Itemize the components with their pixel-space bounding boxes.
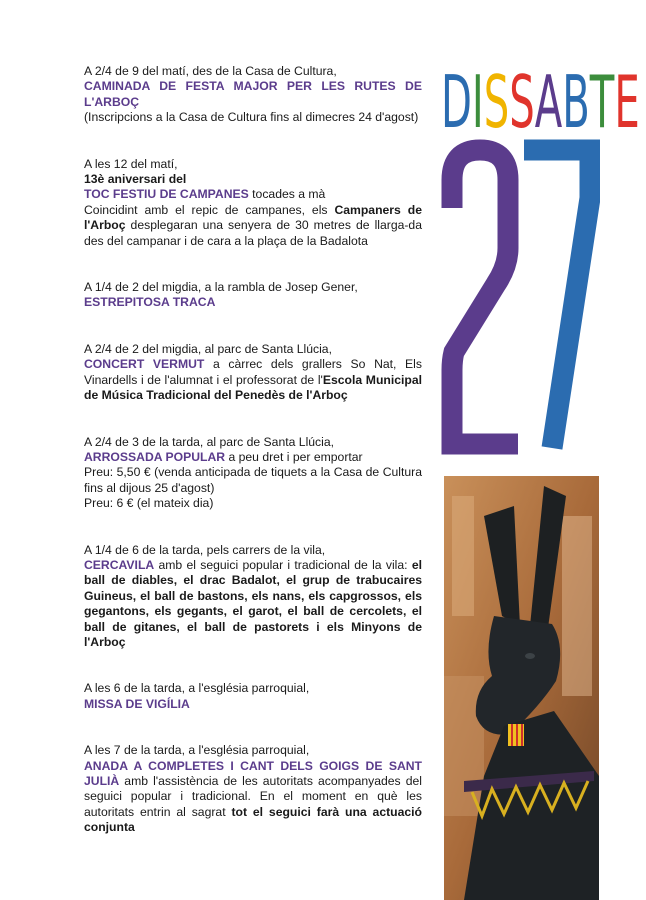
day-number: [440, 138, 600, 458]
donkey-photo: [444, 476, 599, 900]
day-letter: B: [562, 60, 590, 144]
event-description-bold: Escola Municipal de Música Tradicional del Penedès de l'Arboç: [84, 372, 422, 403]
event-pre-title: 13è aniversari del: [84, 172, 187, 187]
event-item: [84, 157, 422, 249]
event-description-bold: tot el seguici farà una actuació conjunta: [84, 804, 422, 835]
event-time: A 1/4 de 2 del migdia, a la rambla de Josep Gener,: [84, 280, 358, 295]
event-time: A les 12 del matí,: [84, 156, 178, 171]
event-title-suffix: tocades a mà: [248, 187, 326, 202]
event-description: a càrrec dels grallers So Nat, Els Vinardells i de l'alumnat i el professorat de l': [84, 357, 422, 387]
digit-seven: [524, 150, 590, 448]
event-title: ESTREPITOSA TRACA: [84, 295, 216, 310]
event-title: TOC FESTIU DE CAMPANES: [84, 187, 249, 202]
event-description: desplegaran una senyera de 30 metres de llarga-da des del campanar i de cara a la plaça de la Badalota: [84, 218, 422, 248]
event-price: Preu: 6 € (el mateix dia): [84, 496, 214, 511]
event-item: [84, 280, 422, 311]
event-description: Coincidint amb el repic de campanes, els: [84, 202, 335, 217]
day-letter: S: [483, 60, 510, 144]
digit-two: [452, 150, 518, 444]
day-letter: T: [589, 60, 615, 144]
event-item: [84, 435, 422, 512]
event-item: [84, 342, 422, 404]
event-item: [84, 543, 422, 651]
event-time: A les 6 de la tarda, a l'església parroquial,: [84, 681, 310, 696]
event-time: A 2/4 de 2 del migdia, al parc de Santa Llúcia,: [84, 341, 332, 356]
event-title-suffix: a peu dret i per emportar: [225, 449, 363, 464]
day-title: [441, 60, 640, 144]
event-time: A 1/4 de 6 de la tarda, pels carrers de la vila,: [84, 542, 326, 557]
event-title: CONCERT VERMUT: [84, 357, 205, 372]
event-item: [84, 743, 422, 835]
program-list: [84, 64, 422, 867]
day-letter: I: [471, 60, 484, 144]
event-title: CAMINADA DE FESTA MAJOR PER LES RUTES DE L'ARBOÇ: [84, 79, 422, 109]
event-time: A 2/4 de 3 de la tarda, al parc de Santa Llúcia,: [84, 434, 335, 449]
event-item: [84, 681, 422, 712]
day-letter: D: [441, 60, 472, 144]
event-description: amb l'assistència de les autoritats acompanyades del seguici popular i tradicional. En el moment en què les autoritats entrin al sagrat: [84, 774, 422, 819]
event-description: amb el seguici popular i tradicional de la vila:: [154, 557, 412, 572]
event-time: A 2/4 de 9 del matí, des de la Casa de Cultura,: [84, 64, 337, 78]
event-title: ANADA A COMPLETES I CANT DELS GOIGS DE SANT JULIÀ: [84, 758, 422, 788]
event-title: ARROSSADA POPULAR: [84, 449, 226, 464]
event-title: MISSA DE VIGÍLIA: [84, 696, 190, 711]
day-letter: S: [509, 60, 535, 144]
event-description-bold: Campaners de l'Arboç: [84, 202, 422, 233]
day-letter: E: [614, 60, 640, 144]
event-description: (Inscripcions a la Casa de Cultura fins al dimecres 24 d'agost): [84, 110, 419, 125]
event-item: [84, 64, 422, 126]
event-description-bold: el ball de diables, el drac Badalot, el grup de trabucaires Guineus, el ball de bastons, els nans, els capgrossos, els gegantons, els gegants, el garot, el ball de cercolets, el ball de gitanes, el ball de pastorets i els Minyons de l'Arboç: [84, 557, 422, 649]
event-title: CERCAVILA: [84, 557, 155, 572]
event-time: A les 7 de la tarda, a l'església parroquial,: [84, 743, 310, 758]
day-letter: A: [534, 60, 563, 144]
event-price: Preu: 5,50 € (venda anticipada de tiquets a la Casa de Cultura fins al dijous 25 d'agost): [84, 465, 422, 495]
